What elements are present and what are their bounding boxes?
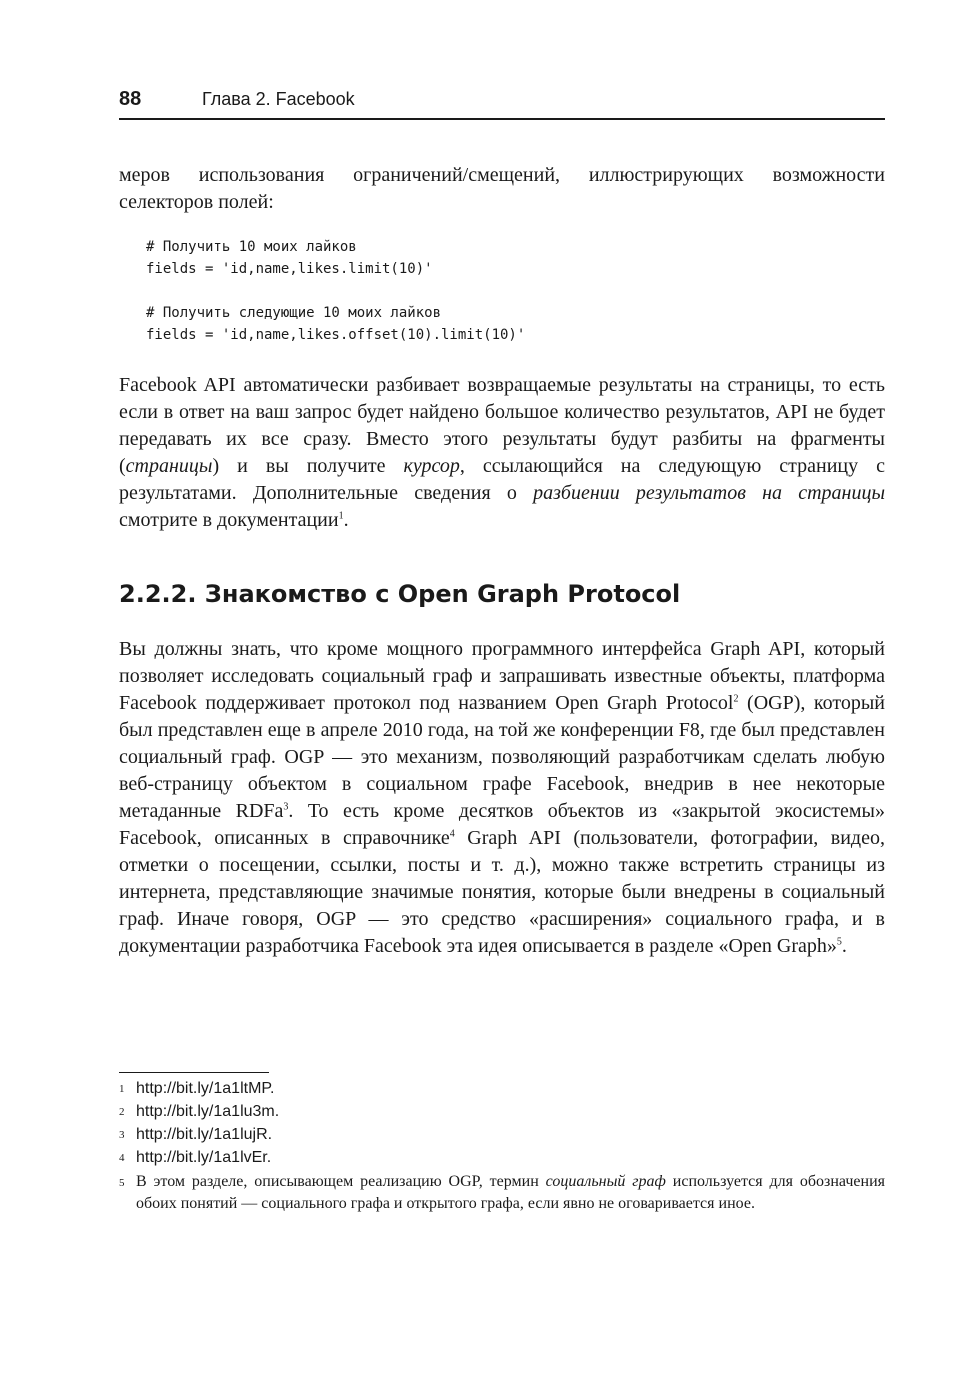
footnote-divider (119, 1072, 269, 1073)
pagination-paragraph (119, 372, 885, 534)
text-run: ) и вы получите (212, 455, 404, 477)
text-run: Facebook API автоматически разбивает возвращаемые результаты на страницы, то есть если в ответ на ваш запрос будет найдено большое количество результатов, API не будет передавать их все сразу. Вместо этого результаты будут разбиты на фрагменты ( (119, 374, 885, 477)
footnote-4 (119, 1146, 885, 1169)
code-block (146, 236, 525, 346)
italic-term: социальный граф (545, 1173, 666, 1190)
footnote-ref: 3 (283, 801, 289, 813)
footnote-ref: 1 (338, 510, 344, 522)
footnote-number: 3 (119, 1129, 125, 1141)
code-blank-line (146, 280, 525, 302)
text-run: смотрите в документации (119, 509, 339, 531)
italic-term: разбиении результатов на страницы (533, 482, 886, 504)
footnote-ref: 4 (449, 828, 455, 840)
footnote-link[interactable]: http://bit.ly/1a1lujR. (136, 1126, 273, 1143)
section-heading: 2.2.2. Знакомство с Open Graph Protocol (119, 580, 681, 608)
page-number: 88 (119, 88, 142, 110)
footnote-number: 4 (119, 1152, 125, 1164)
text-run: Graph API (пользователи, фотографии, видео, отметки о посещении, ссылки, посты и т. д.), можно также встретить страницы из интернета, представляющие значимые понятия, которые были внедрены в социальный граф. Иначе говоря, OGP — это средство «расширения» социального графа, и в документации разработчика Facebook эта идея описывается в разделе «Open Graph» (119, 827, 885, 957)
text-run: (OGP), который был представлен еще в апреле 2010 года, на той же конференции F8, где был представлен социальный граф. OGP — это механизм, позволяющий разработчикам сделать любую веб-страницу объектом в социальном графе Facebook, внедрив в нее некоторые метаданные RDFa (119, 692, 885, 822)
code-comment-line: # Получить следующие 10 моих лайков (146, 305, 442, 321)
footnote-number: 1 (119, 1083, 125, 1095)
footnotes (119, 1077, 885, 1215)
italic-term: страницы (125, 455, 213, 477)
footnote-link[interactable]: http://bit.ly/1a1lu3m. (136, 1103, 280, 1120)
footnote-5 (119, 1171, 885, 1215)
intro-paragraph: меров использования ограничений/смещений, иллюстрирующих возможности селекторов полей: (119, 164, 885, 213)
code-line: fields = 'id,name,likes.offset(10).limit(10)' (146, 327, 526, 343)
footnote-ref: 5 (836, 936, 842, 948)
text-run: Вы должны знать, что кроме мощного программного интерфейса Graph API, который позволяет исследовать социальный граф и запрашивать известные объекты, платформа Facebook поддерживает протокол под названием Open Graph Protocol (119, 638, 885, 714)
footnote-number: 2 (119, 1106, 125, 1118)
text-run: . (343, 509, 349, 531)
text-run: . То есть кроме десятков объектов из «закрытой экосистемы» Facebook, описанных в справочнике (119, 800, 885, 849)
running-header (119, 86, 885, 120)
text-run: , ссылающийся на следующую страницу с результатами. Дополнительные сведения о (119, 455, 886, 504)
text-run: . (841, 935, 847, 957)
footnote-link[interactable]: http://bit.ly/1a1lvEr. (136, 1149, 272, 1166)
text-run: В этом разделе, описывающем реализацию OGP, термин (136, 1173, 546, 1190)
code-line: fields = 'id,name,likes.limit(10)' (146, 261, 433, 277)
chapter-title: Глава 2. Facebook (202, 89, 355, 109)
footnote-ref: 2 (733, 693, 739, 705)
book-page (119, 0, 885, 1376)
code-comment-line: # Получить 10 моих лайков (146, 239, 357, 255)
footnote-2 (119, 1100, 885, 1123)
footnote-number: 5 (119, 1177, 125, 1189)
footnote-text (136, 1171, 885, 1215)
footnote-3 (119, 1123, 885, 1146)
text-run: используется для обозначения обоих понятий — социального графа и открытого графа, если явно не оговаривается иное. (136, 1173, 885, 1212)
italic-term: курсор (403, 455, 460, 477)
footnote-link[interactable]: http://bit.ly/1a1ltMP. (136, 1080, 275, 1097)
footnote-1 (119, 1077, 885, 1100)
ogp-paragraph (119, 636, 885, 960)
